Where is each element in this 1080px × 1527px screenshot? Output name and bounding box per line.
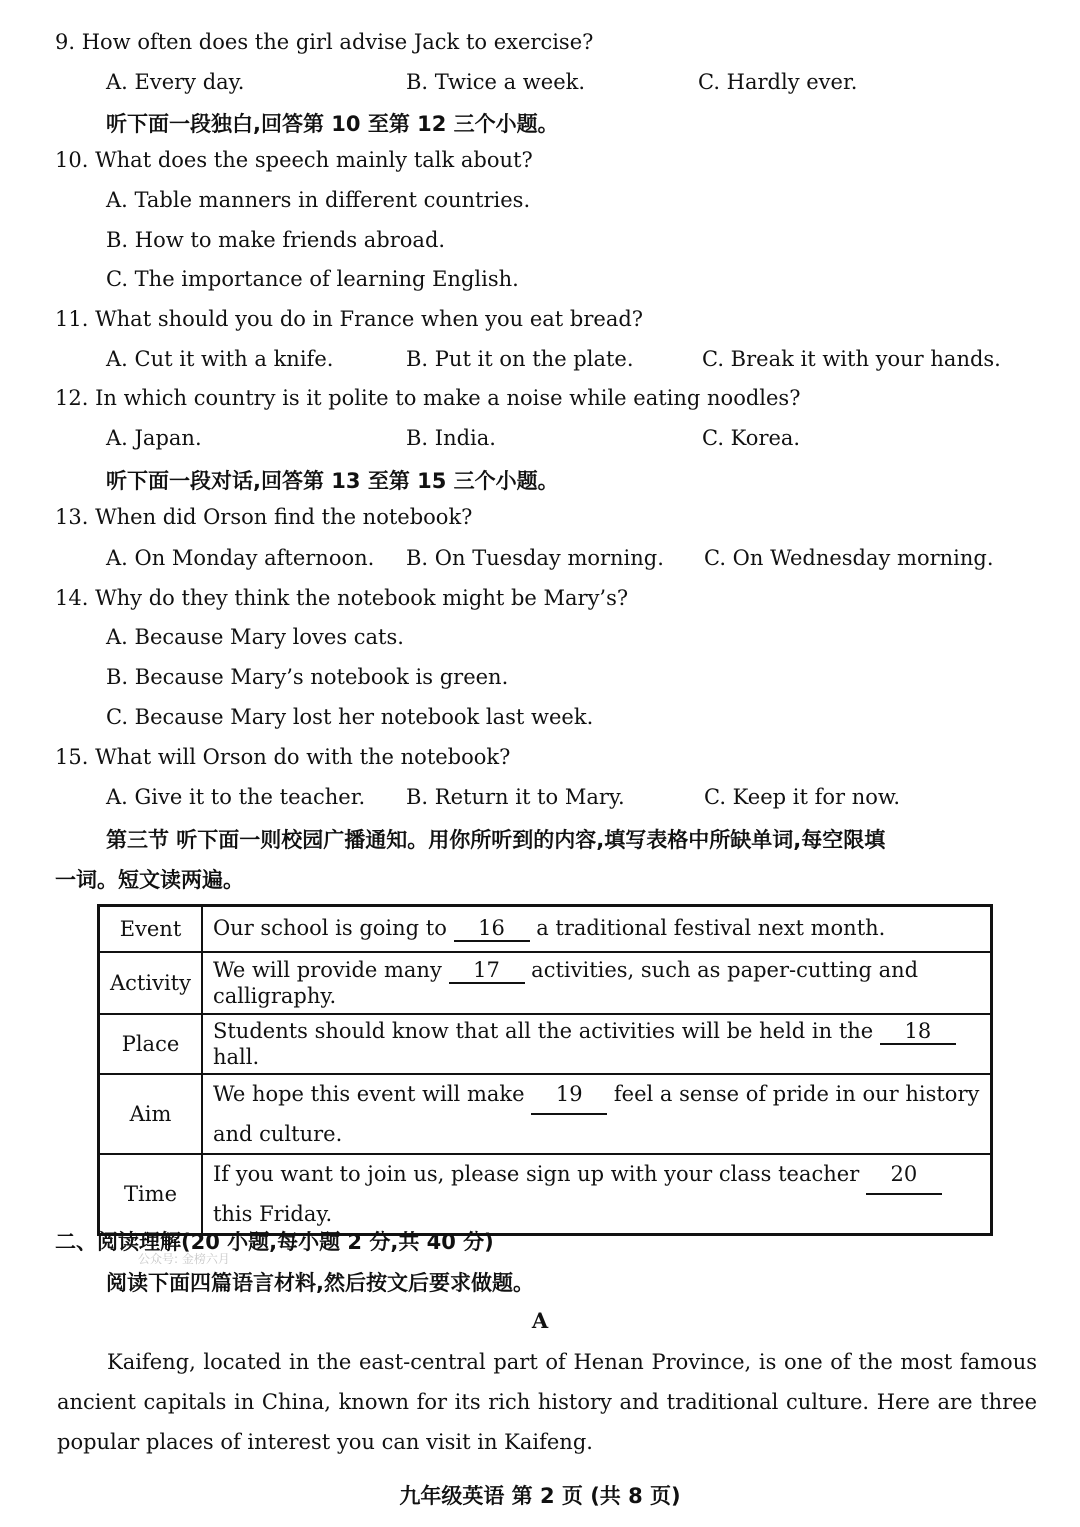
- row-label-aim: Aim: [99, 1074, 202, 1154]
- row-content-aim: [202, 1074, 992, 1154]
- question-9-option-c: C. Hardly ever.: [698, 70, 858, 94]
- question-9-option-a: A. Every day.: [106, 70, 245, 94]
- question-13-option-b: B. On Tuesday morning.: [406, 546, 664, 570]
- listening-fill-table: [97, 904, 993, 1236]
- row-text: If you want to join us, please sign up with your class teacher: [212, 1161, 866, 1186]
- table-row: [99, 952, 992, 1014]
- row-text: activities, such as paper-cutting and calligraphy.: [212, 957, 919, 1008]
- row-text: We will provide many: [212, 957, 449, 982]
- instruction-dialogue: 听下面一段对话,回答第 13 至第 15 三个小题。: [106, 469, 559, 493]
- question-13-option-a: A. On Monday afternoon.: [106, 546, 375, 570]
- row-content-time: [202, 1154, 992, 1235]
- blank-16[interactable]: 16: [454, 916, 530, 942]
- page-footer: 九年级英语 第 2 页 (共 8 页): [399, 1484, 681, 1508]
- row-text: feel a sense of pride in our history and culture.: [212, 1081, 980, 1146]
- row-label-time: Time: [99, 1154, 202, 1235]
- part-2-heading: 二、阅读理解(20 小题,每小题 2 分,共 40 分): [55, 1230, 494, 1254]
- watermark: 公众号: 金榜六月: [138, 1252, 230, 1266]
- question-9-option-b: B. Twice a week.: [406, 70, 586, 94]
- table-row: [99, 906, 992, 952]
- table-row: [99, 1154, 992, 1235]
- question-12-option-c: C. Korea.: [702, 426, 801, 450]
- passage-a-title: A: [531, 1308, 549, 1333]
- blank-19[interactable]: 19: [531, 1075, 607, 1115]
- section-3-instruction-line1: 第三节 听下面一则校园广播通知。用你所听到的内容,填写表格中所缺单词,每空限填: [106, 828, 886, 852]
- row-text: hall.: [212, 1044, 260, 1069]
- row-text: a traditional festival next month.: [529, 915, 886, 940]
- question-15-option-a: A. Give it to the teacher.: [106, 785, 366, 809]
- row-content-activity: [202, 952, 992, 1014]
- question-14-stem: 14. Why do they think the notebook might be Mary’s?: [55, 586, 629, 610]
- question-13-option-c: C. On Wednesday morning.: [704, 546, 994, 570]
- question-10-option-c: C. The importance of learning English.: [106, 267, 519, 291]
- question-15-stem: 15. What will Orson do with the notebook?: [55, 745, 511, 769]
- question-12-stem: 12. In which country is it polite to make a noise while eating noodles?: [55, 386, 801, 410]
- question-11-option-c: C. Break it with your hands.: [702, 347, 1001, 371]
- blank-20[interactable]: 20: [866, 1155, 942, 1195]
- row-text: this Friday.: [212, 1201, 333, 1226]
- row-content-event: [202, 906, 992, 952]
- row-label-activity: Activity: [99, 952, 202, 1014]
- section-3-instruction-line2: 一词。短文读两遍。: [55, 868, 244, 892]
- question-15-option-b: B. Return it to Mary.: [406, 785, 625, 809]
- question-14-option-a: A. Because Mary loves cats.: [106, 625, 404, 649]
- question-11-stem: 11. What should you do in France when you eat bread?: [55, 307, 644, 331]
- part-2-instruction: 阅读下面四篇语言材料,然后按文后要求做题。: [106, 1271, 534, 1295]
- question-13-stem: 13. When did Orson find the notebook?: [55, 505, 473, 529]
- row-text: Students should know that all the activities will be held in the: [212, 1018, 880, 1043]
- question-14-option-b: B. Because Mary’s notebook is green.: [106, 665, 509, 689]
- question-11-option-a: A. Cut it with a knife.: [106, 347, 334, 371]
- question-10-option-a: A. Table manners in different countries.: [106, 188, 531, 212]
- passage-a-text: Kaifeng, located in the east-central part of Henan Province, is one of the most famous ancient capitals in China, known for its rich history and traditional culture. Here are three popular places of interest you can visit in Kaifeng.: [57, 1350, 1037, 1454]
- instruction-monologue: 听下面一段独白,回答第 10 至第 12 三个小题。: [106, 112, 559, 136]
- blank-18[interactable]: 18: [880, 1019, 956, 1045]
- table-row: [99, 1014, 992, 1074]
- table-row: [99, 1074, 992, 1154]
- row-text: We hope this event will make: [212, 1081, 532, 1106]
- row-label-place: Place: [99, 1014, 202, 1074]
- question-9-stem: 9. How often does the girl advise Jack to exercise?: [55, 30, 594, 54]
- question-15-option-c: C. Keep it for now.: [704, 785, 901, 809]
- row-label-event: Event: [99, 906, 202, 952]
- question-14-option-c: C. Because Mary lost her notebook last week.: [106, 705, 594, 729]
- question-12-option-a: A. Japan.: [106, 426, 202, 450]
- question-12-option-b: B. India.: [406, 426, 496, 450]
- row-text: Our school is going to: [212, 915, 454, 940]
- question-10-option-b: B. How to make friends abroad.: [106, 228, 446, 252]
- blank-17[interactable]: 17: [449, 958, 525, 984]
- row-content-place: [202, 1014, 992, 1074]
- question-10-stem: 10. What does the speech mainly talk about?: [55, 148, 533, 172]
- question-11-option-b: B. Put it on the plate.: [406, 347, 634, 371]
